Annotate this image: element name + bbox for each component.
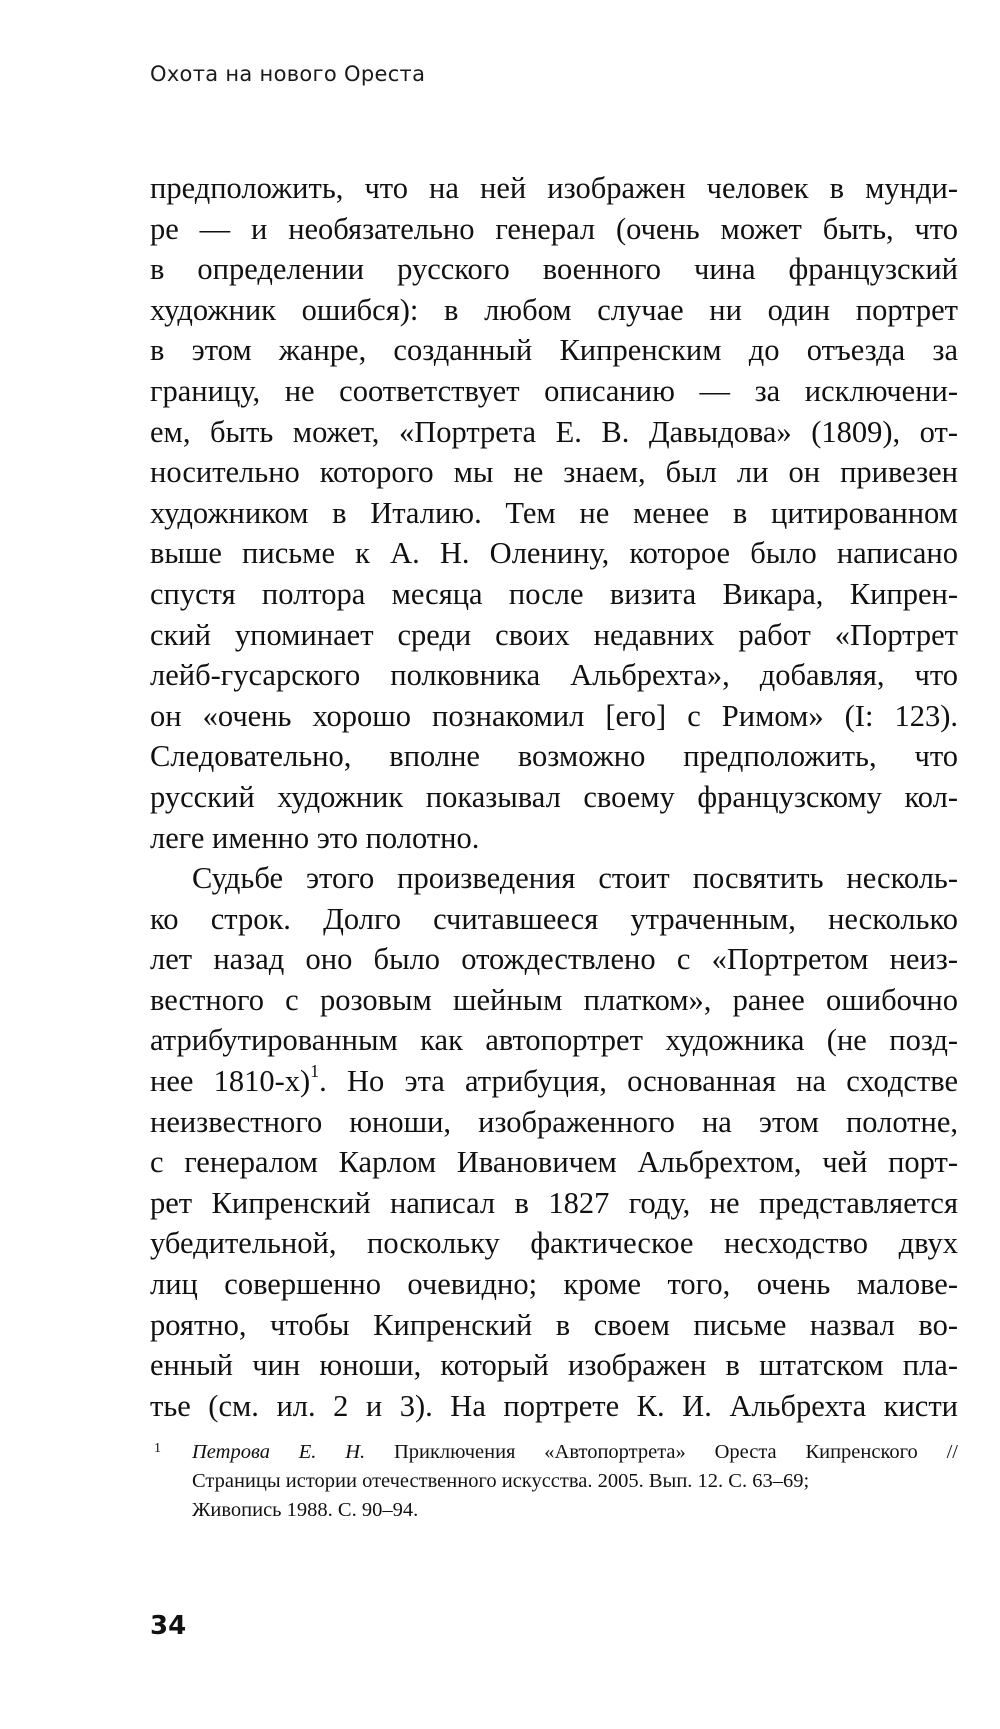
text-fragment: нее 1810-х) — [150, 1064, 311, 1099]
text-line: тье (см. ил. 2 и 3). На портрете К. И. Альбрехта кисти — [150, 1388, 958, 1423]
text-line: носительно которого мы не знаем, был ли он привезен — [150, 455, 958, 490]
text-line: роятно, чтобы Кипренский в своем письме назвал во- — [150, 1307, 958, 1342]
text-line: выше письме к А. Н. Оленину, которое было написано — [150, 536, 958, 571]
text-line-with-footnote — [150, 1061, 958, 1102]
page-number: 34 — [150, 1611, 187, 1641]
footnote-text — [192, 1438, 958, 1525]
text-line: ский упоминает среди своих недавних работ «Портрет — [150, 617, 958, 652]
text-line: рет Кипренский написал в 1827 году, не представляется — [150, 1185, 958, 1220]
text-line: спустя полтора месяца после визита Викара, Кипрен- — [150, 576, 958, 611]
footnote — [150, 1438, 958, 1525]
text-line: неизвестного юноши, изображенного на этом полотне, — [150, 1104, 958, 1139]
footnote-author: Петрова Е. Н. — [192, 1441, 366, 1463]
footnote-line: Страницы истории отечественного искусства. 2005. Вып. 12. С. 63–69; — [192, 1470, 810, 1492]
footnote-line — [192, 1438, 958, 1467]
text-line: енный чин юноши, который изображен в штатском пла- — [150, 1348, 958, 1383]
text-line: в этом жанре, созданный Кипренским до отъезда за — [150, 333, 958, 368]
footnote-title: Приключения «Автопортрета» Ореста Кипренского // — [365, 1441, 958, 1463]
text-line: убедительной, поскольку фактическое несходство двух — [150, 1226, 958, 1261]
text-line: ре — и необязательно генерал (очень может быть, что — [150, 211, 958, 246]
text-line: ко строк. Долго считавшееся утраченным, несколько — [150, 901, 958, 936]
footnote-reference[interactable]: 1 — [310, 1060, 320, 1081]
footnote-line: Живопись 1988. С. 90–94. — [192, 1499, 419, 1521]
text-line: лет назад оно было отождествлено с «Портретом неиз- — [150, 942, 958, 977]
text-line: он «очень хорошо познакомил [его] с Римом» (I: 123). — [150, 698, 958, 733]
text-line: в определении русского военного чина французский — [150, 252, 958, 287]
paragraph-end-line: леге именно это полотно. — [150, 820, 480, 855]
text-line: художник ошибся): в любом случае ни один портрет — [150, 292, 958, 327]
text-line: лейб-гусарского полковника Альбрехта», добавляя, что — [150, 658, 958, 693]
text-line: с генералом Карлом Ивановичем Альбрехтом, чей порт- — [150, 1145, 958, 1180]
footnote-marker: 1 — [154, 1441, 161, 1456]
text-line: границу, не соответствует описанию — за исключени- — [150, 373, 958, 408]
text-fragment: . Но эта атрибуция, основанная на сходстве — [319, 1064, 958, 1099]
running-title: Охота на нового Ореста — [150, 62, 426, 86]
text-line: Следовательно, вполне возможно предположить, что — [150, 739, 958, 774]
text-line: лиц совершенно очевидно; кроме того, очень малове- — [150, 1267, 958, 1302]
text-line: русский художник показывал своему французскому кол- — [150, 779, 958, 814]
text-line: предположить, что на ней изображен человек в мунди- — [150, 171, 958, 205]
text-line: вестного с розовым шейным платком», ранее ошибочно — [150, 982, 958, 1017]
text-line: художником в Италию. Тем не менее в цитированном — [150, 495, 958, 530]
text-line: атрибутированным как автопортрет художника (не позд- — [150, 1023, 958, 1058]
paragraph-start-line: Судьбе этого произведения стоит посвятить несколь- — [192, 861, 958, 896]
main-text — [150, 168, 958, 1426]
text-line: ем, быть может, «Портрета Е. В. Давыдова» (1809), от- — [150, 414, 958, 449]
